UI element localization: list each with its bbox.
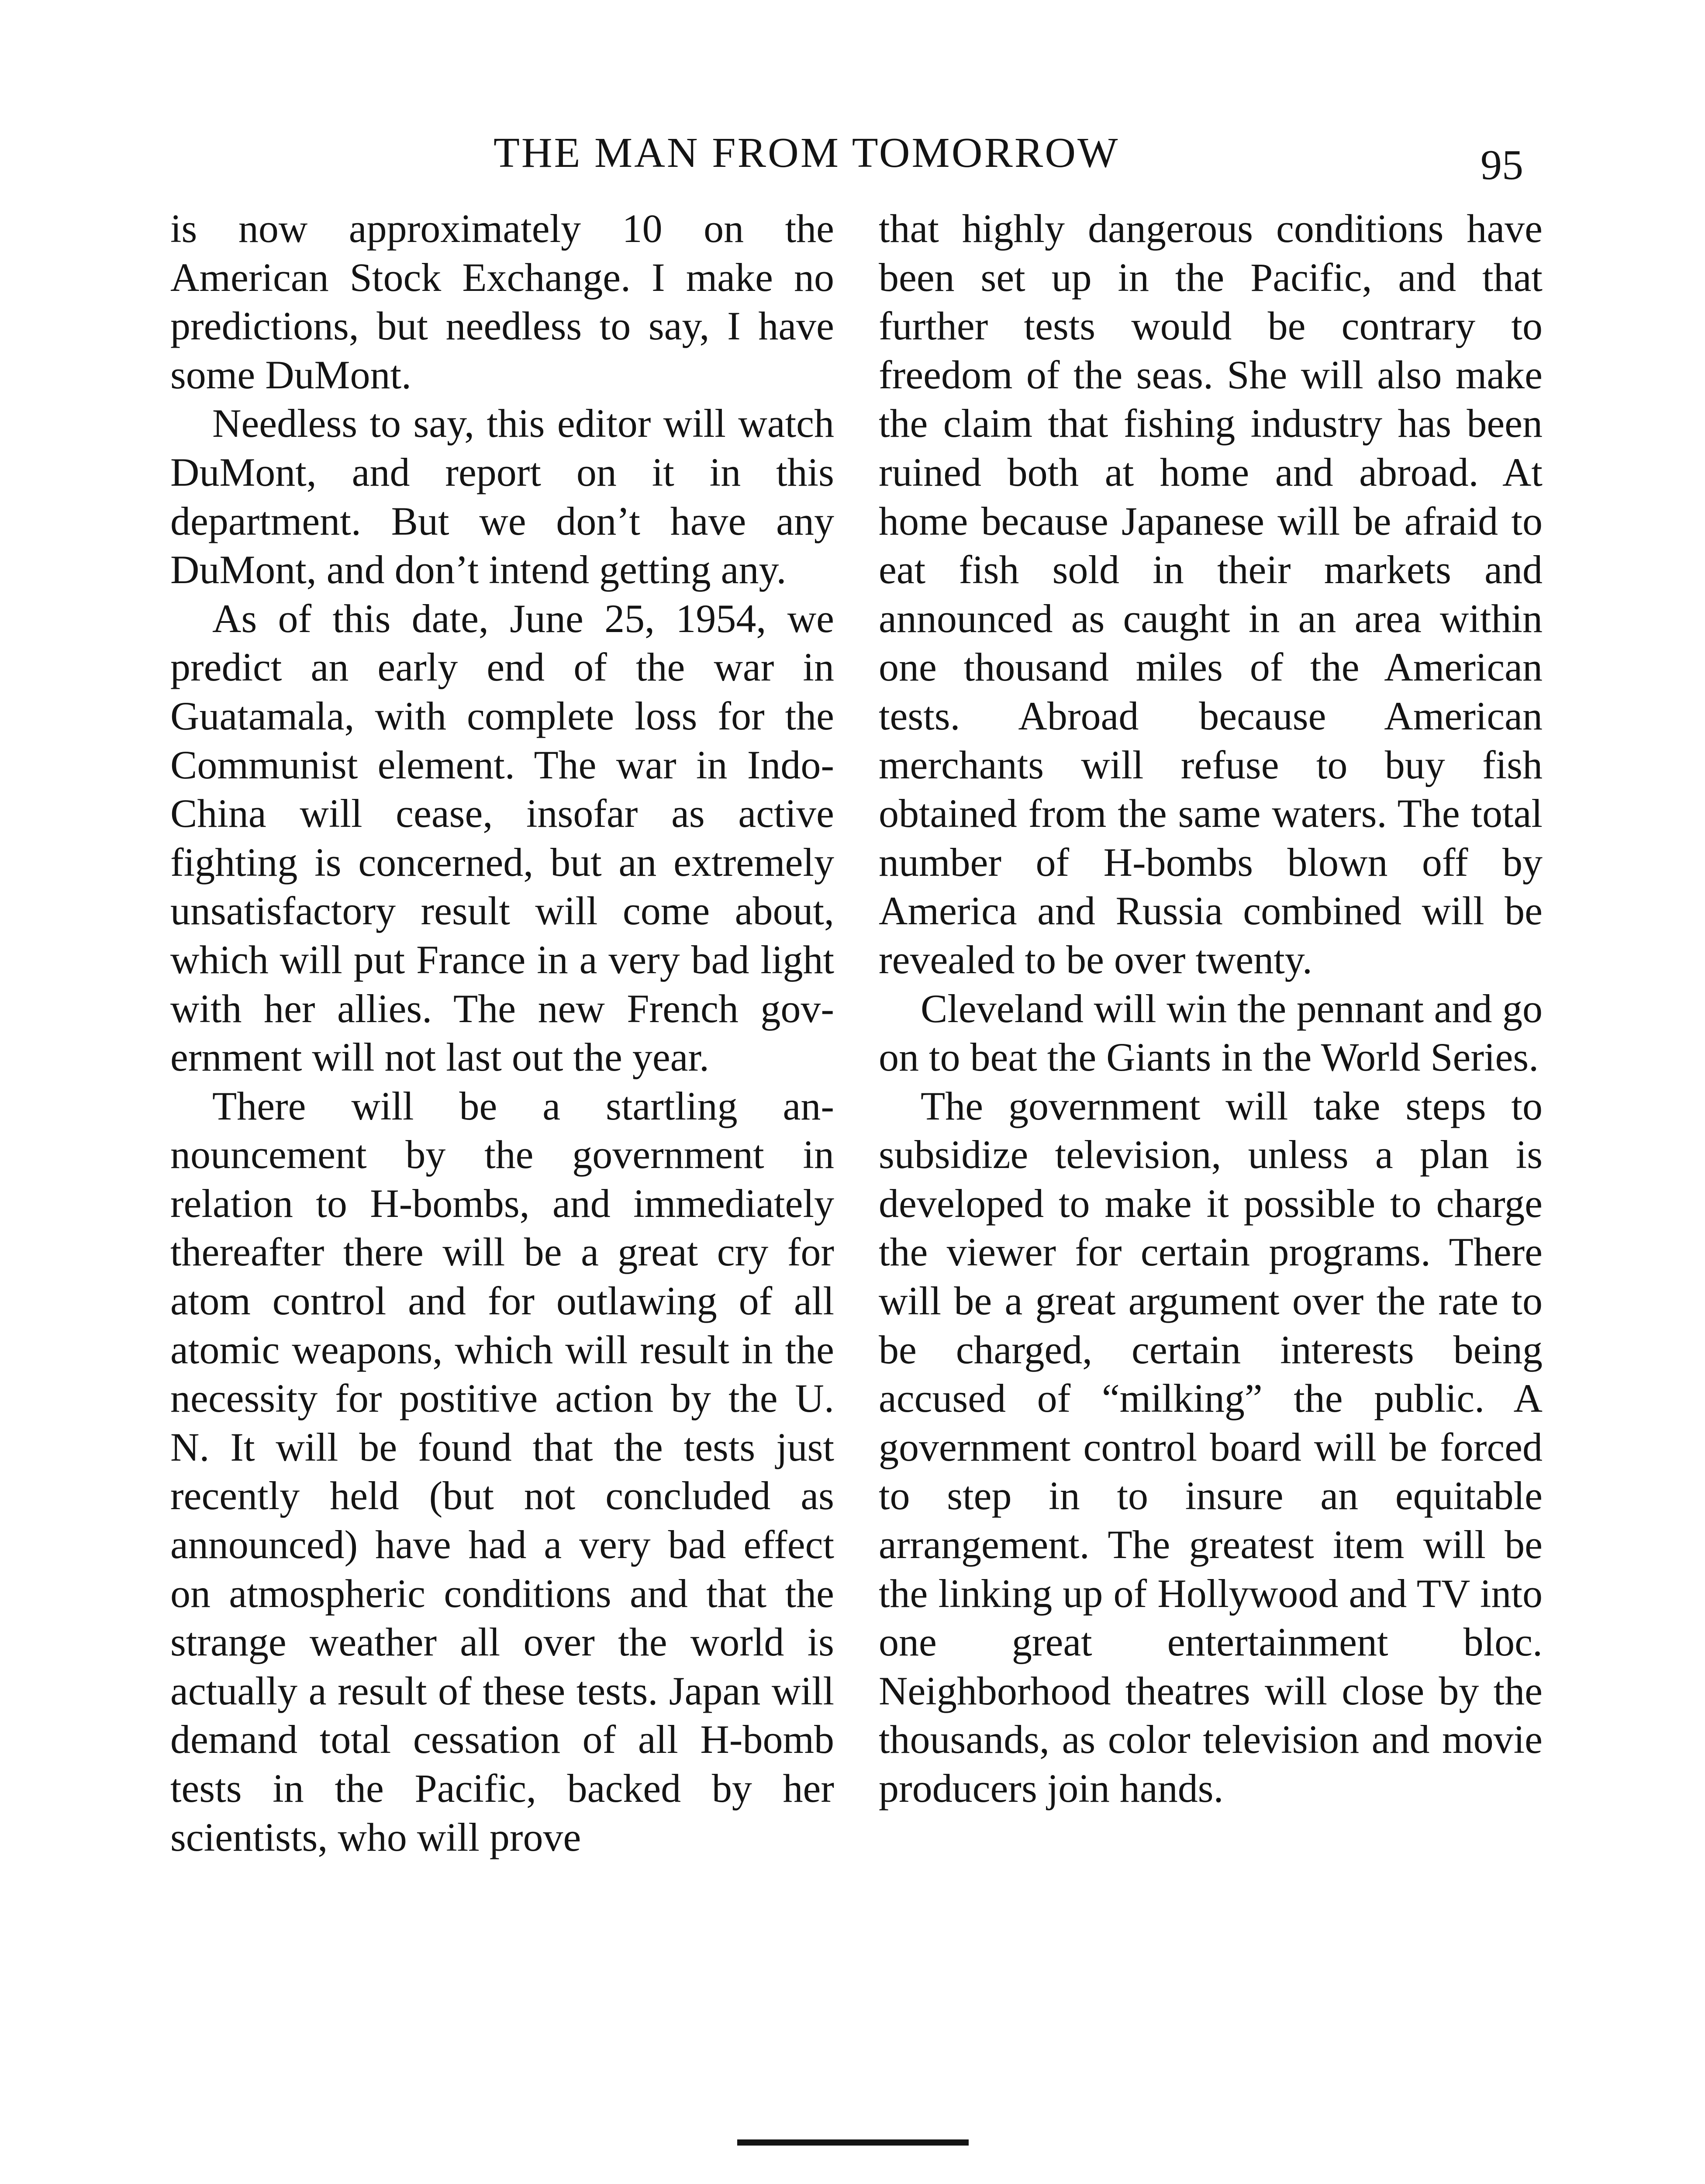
paragraph: is now approximately 10 on the American Stock Exchange. I make no predictions, but needless to say, I have some DuMont. bbox=[170, 206, 834, 397]
text-column-left bbox=[170, 204, 834, 1862]
text-column-right bbox=[879, 204, 1543, 1813]
page-number: 95 bbox=[1481, 142, 1523, 189]
running-title: THE MAN FROM TOMORROW bbox=[494, 129, 1120, 176]
paragraph: Cleveland will win the pennant and go on to beat the Giants in the World Series. bbox=[879, 986, 1543, 1080]
running-head bbox=[0, 121, 1705, 189]
paragraph: that highly dangerous conditions have been set up in the Pacific, and that further tests would be contrary to freedom of the seas. She will also make the claim that fishing industry has been ruined both at home and abroad. At home because Japanese will be afraid to eat fish sold in their markets and announced as caught in an area within one thousand miles of the American tests. Abroad because American merchants will refuse to buy fish obtained from the same waters. The total number of H-bombs blown off by America and Russia combined will be revealed to be over twenty. bbox=[879, 206, 1543, 982]
paragraph: There will be a startling announcement by the government in relation to H-bombs, and immediately thereafter there will be a great cry for atom control and for outlawing of all atomic weapons, which will result in the necessity for postitive action by the U. N. It will be found that the tests just recently held (but not concluded as announced) have had a very bad effect on atmospheric conditions and that the strange weather all over the world is actually a result of these tests. Japan will demand total cessation of all H-bomb tests in the Pacific, backed by her scientists, who will prove bbox=[170, 1083, 834, 1859]
paragraph: The government will take steps to subsidize television, unless a plan is developed to make it possible to charge the viewer for certain programs. There will be a great argument over the rate to be charged, certain interests being accused of “milking” the public. A government control board will be forced to step in to insure an equitable arrangement. The greatest item will be the linking up of Hollywood and TV into one great entertainment bloc. Neighborhood theatres will close by the thousands, as color television and movie producers join hands. bbox=[879, 1083, 1543, 1811]
paragraph: As of this date, June 25, 1954, we predict an early end of the war in Guatamala, with complete loss for the Communist element. The war in Indo-China will cease, insofar as active fighting is concerned, but an extremely unsatisfactory result will come about, which will put France in a very bad light with her allies. The new French government will not last out the year. bbox=[170, 596, 834, 1080]
end-of-article-rule bbox=[737, 2139, 969, 2146]
paragraph: Needless to say, this editor will watch DuMont, and report on it in this department. But we don’t have any DuMont, and don’t intend getting any. bbox=[170, 401, 834, 592]
